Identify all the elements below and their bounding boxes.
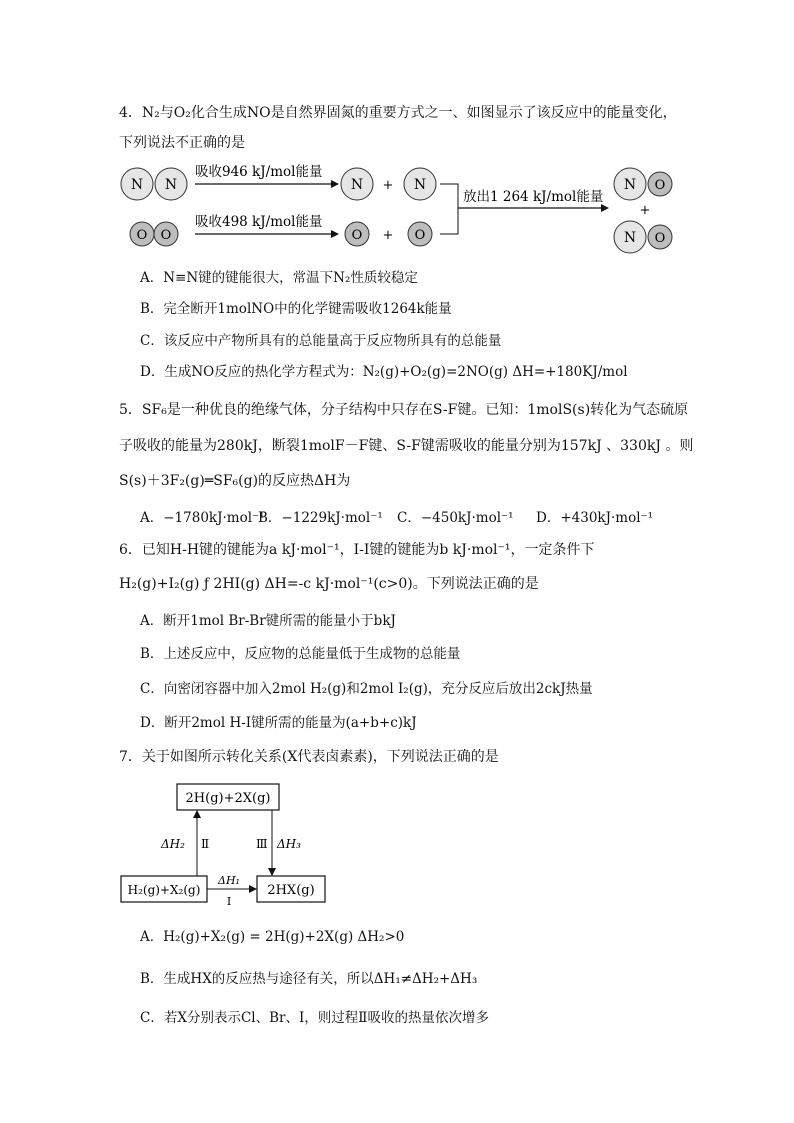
q7-cycle-diagram	[115, 780, 335, 910]
left-box-label: H₂(g)+X₂(g)	[127, 883, 201, 897]
q6-option-d: D．断开2mol H-I键所需的能量为(a+b+c)kJ	[140, 715, 417, 731]
q6-option-c: C．向密闭容器中加入2mol H₂(g)和2mol I₂(g)，充分反应后放出2ckJ热量	[140, 681, 593, 697]
q6-option-a: A．断开1mol Br-Br键所需的能量小于bkJ	[140, 613, 396, 629]
atom-label: N	[130, 177, 144, 193]
atom-label: O	[654, 178, 666, 193]
dh3-label: ΔH₃	[277, 837, 301, 851]
q5-option-c: C．−450kJ·mol⁻¹	[397, 510, 514, 526]
q5-option-d: D．+430kJ·mol⁻¹	[536, 510, 654, 526]
absorb-o2-label: 吸收498 kJ/mol能量	[195, 214, 323, 230]
atom-label: N	[164, 177, 178, 193]
dh2-label: ΔH₂	[161, 837, 185, 851]
absorb-n2-label: 吸收946 kJ/mol能量	[195, 164, 323, 180]
q5-line2: 子吸收的能量为280kJ，断裂1molF－F键、S-F键需吸收的能量分别为157kJ 、330kJ 。则	[119, 438, 694, 454]
atom-label: O	[351, 228, 363, 243]
plus-sign: +	[382, 178, 394, 193]
q4-option-b: B．完全断开1molNO中的化学键需吸收1264k能量	[140, 301, 452, 317]
q5-line1: 5．SF₆是一种优良的绝缘气体，分子结构中只存在S-F键。已知：1molS(s)转化为气态硫原	[119, 402, 689, 418]
atom-label: O	[160, 228, 172, 243]
q7-option-b: B．生成HX的反应热与途径有关，所以ΔH₁≠ΔH₂+ΔH₃	[140, 971, 478, 987]
atom-label: O	[136, 228, 148, 243]
q5-option-a: A．−1780kJ·mol⁻¹	[140, 510, 265, 526]
q6-line1: 6．已知H-H键的键能为a kJ·mol⁻¹，I-I键的键能为b kJ·mol⁻¹，一定条件下	[119, 542, 595, 558]
atom-label: N	[413, 177, 427, 193]
q5-option-b: B．−1229kJ·mol⁻¹	[258, 510, 383, 526]
q4-option-a: A．N≡N键的键能很大，常温下N₂性质较稳定	[140, 270, 418, 286]
right-box-label: 2HX(g)	[267, 883, 315, 898]
path2-label: Ⅱ	[201, 837, 210, 851]
path3-label: Ⅲ	[256, 837, 268, 851]
atom-label: O	[414, 228, 426, 243]
q7-stem: 7．关于如图所示转化关系(X代表卤素素)，下列说法正确的是	[119, 749, 499, 765]
plus-sign: +	[382, 228, 394, 243]
plus-sign: +	[639, 203, 651, 218]
q5-line3: S(s)＋3F₂(g)═SF₆(g)的反应热ΔH为	[119, 473, 351, 489]
q4-stem-line1: 4．N₂与O₂化合生成NO是自然界固氮的重要方式之一、如图显示了该反应中的能量变化，	[119, 105, 677, 121]
q4-option-d: D．生成NO反应的热化学方程式为：N₂(g)+O₂(g)=2NO(g) ΔH=+180KJ/mol	[140, 364, 628, 380]
top-box-label: 2H(g)+2X(g)	[185, 791, 271, 806]
q6-option-b: B．上述反应中，反应物的总能量低于生成物的总能量	[140, 646, 461, 662]
q7-option-a: A．H₂(g)+X₂(g) = 2H(g)+2X(g) ΔH₂>0	[140, 929, 405, 945]
path1-label: Ⅰ	[226, 895, 232, 908]
q6-line2: H₂(g)+I₂(g) ƒ 2HI(g) ΔH=-c kJ·mol⁻¹(c>0)。下列说法正确的是	[119, 576, 539, 592]
atom-label: N	[350, 177, 364, 193]
q7-option-c: C．若X分别表示Cl、Br、I，则过程Ⅱ吸收的热量依次增多	[140, 1010, 489, 1026]
atom-label: N	[623, 230, 637, 246]
q4-stem-line2: 下列说法不正确的是	[119, 135, 245, 151]
atom-label: O	[654, 231, 666, 246]
q4-option-c: C．该反应中产物所具有的总能量高于反应物所具有的总能量	[140, 333, 502, 349]
dh1-label: ΔH₁	[218, 874, 240, 887]
q4-energy-diagram	[115, 158, 685, 258]
release-label: 放出1 264 kJ/mol能量	[463, 189, 604, 205]
atom-label: N	[623, 177, 637, 193]
